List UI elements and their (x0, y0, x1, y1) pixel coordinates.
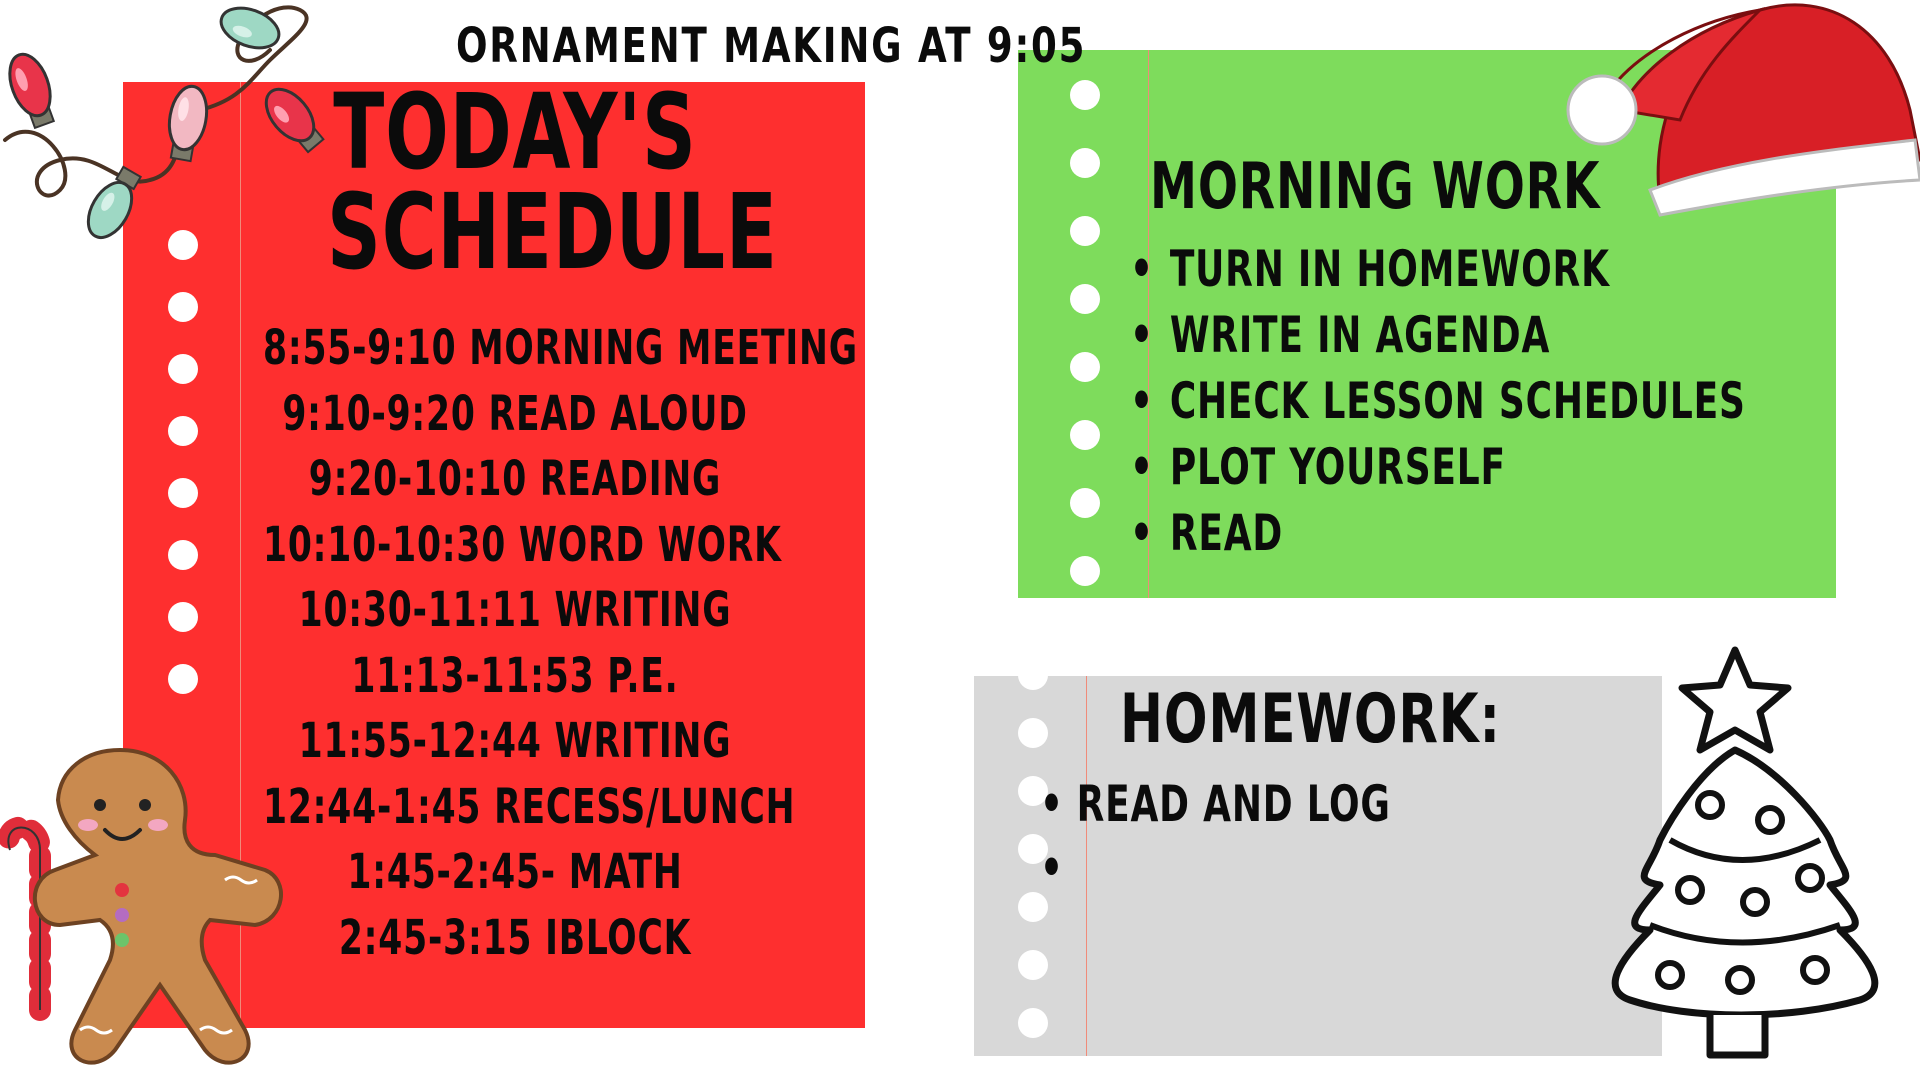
schedule-item: 10:30-11:11 WRITING (298, 582, 732, 638)
schedule-item: 10:10-10:30 WORD WORK (263, 516, 782, 573)
morning-work-item: • READ (1130, 500, 1746, 566)
schedule-item: 8:55-9:10 MORNING MEETING (263, 320, 858, 376)
schedule-card-holes (168, 230, 198, 694)
morning-work-item: • CHECK LESSON SCHEDULES (1130, 368, 1746, 434)
schedule-item: 9:20-10:10 READING (308, 451, 722, 507)
schedule-title-line2: SCHEDULE (327, 171, 778, 293)
gingerbread-man-icon (0, 730, 300, 1070)
schedule-item: 1:45-2:45- MATH (347, 844, 683, 900)
schedule-item: 11:13-11:53 P.E. (351, 647, 679, 704)
schedule-item: 9:10-9:20 READ ALOUD (282, 385, 748, 442)
morning-work-item: • TURN IN HOMEWORK (1130, 236, 1746, 302)
homework-list (1040, 772, 1478, 900)
santa-hat-icon (1530, 0, 1920, 220)
christmas-tree-icon (1590, 640, 1900, 1070)
morning-work-item: • PLOT YOURSELF (1130, 434, 1746, 500)
morning-work-list (1130, 236, 1900, 566)
schedule-item: 12:44-1:45 RECESS/LUNCH (263, 778, 796, 835)
morning-work-title: MORNING WORK (1150, 150, 1601, 224)
ornament-banner: ORNAMENT MAKING AT 9:05 (456, 18, 1087, 74)
candy-cane-icon (8, 828, 40, 1011)
schedule-title-line1: TODAY'S (333, 71, 697, 193)
homework-item-empty (1040, 836, 1391, 900)
schedule-item: 11:55-12:44 WRITING (298, 713, 732, 769)
morning-work-card-holes (1070, 80, 1100, 586)
christmas-lights-icon (0, 0, 340, 260)
morning-work-item: • WRITE IN AGENDA (1130, 302, 1746, 368)
homework-title: HOMEWORK: (1120, 680, 1501, 759)
schedule-item: 2:45-3:15 IBLOCK (338, 909, 692, 966)
schedule-title (327, 71, 778, 293)
homework-item: • READ AND LOG (1040, 772, 1391, 836)
